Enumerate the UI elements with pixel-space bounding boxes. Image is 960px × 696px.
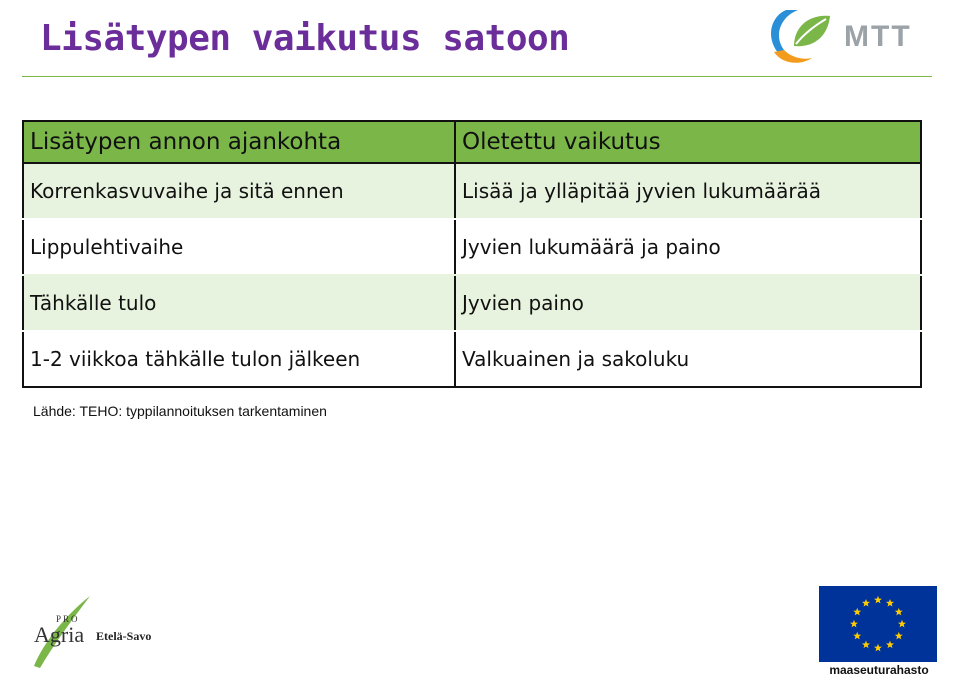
proagria-logo [28,590,168,670]
table-header-timing: Lisätypen annon ajankohta [23,121,455,163]
table-header-effect: Oletettu vaikutus [455,121,921,163]
table-cell-timing: Lippulehtivaihe [23,219,455,275]
mtt-logo-orange-arc [774,50,812,63]
table-cell-timing: Tähkälle tulo [23,275,455,331]
table-header-row [23,121,921,163]
eu-caption: maaseuturahasto [829,663,929,677]
proagria-region-text: Etelä-Savo [96,629,152,643]
table-row [23,163,921,219]
title-divider [22,76,932,77]
table-cell-effect: Valkuainen ja sakoluku [455,331,921,387]
table-row [23,219,921,275]
mtt-logo-text: MTT [844,20,912,53]
table-row [23,331,921,387]
mtt-logo [764,2,934,68]
table-cell-timing: 1-2 viikkoa tähkälle tulon jälkeen [23,331,455,387]
proagria-pro-text: PRO [56,614,80,624]
nitrogen-timing-table [22,120,922,388]
source-note: Lähde: TEHO: typpilannoituksen tarkentaminen [33,403,327,419]
page-title: Lisätypen vaikutus satoon [40,18,570,59]
proagria-main-text: Agria [34,622,85,647]
table-cell-timing: Korrenkasvuvaihe ja sitä ennen [23,163,455,219]
table-cell-effect: Lisää ja ylläpitää jyvien lukumäärää [455,163,921,219]
table-cell-effect: Jyvien paino [455,275,921,331]
table-cell-effect: Jyvien lukumäärä ja paino [455,219,921,275]
table-row [23,275,921,331]
